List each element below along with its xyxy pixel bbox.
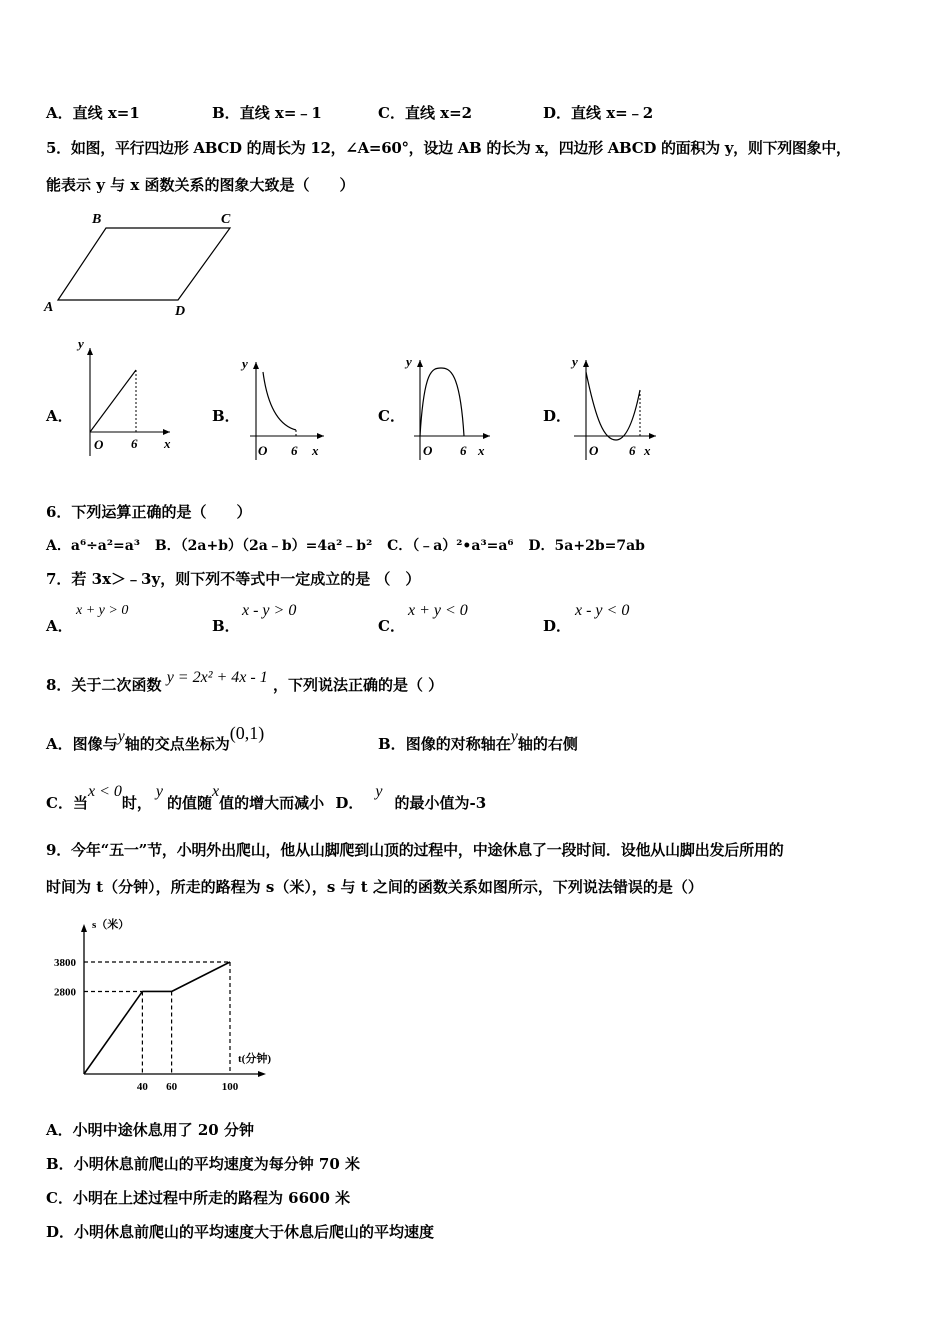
y-axis-label: s（米） xyxy=(92,919,130,931)
y-tick-2800: 2800 xyxy=(54,986,76,999)
q5-option-b-label: B． xyxy=(212,407,240,425)
y-axis-arrow xyxy=(81,924,87,932)
q7-option-c-label: C． xyxy=(378,617,405,635)
q9-option-a: A．小明中途休息用了 20 分钟 xyxy=(46,1121,254,1139)
graph-c-tick: 6 xyxy=(460,443,467,458)
q9-stem-line1: 9．今年“五一”节，小明外出爬山，他从山脚爬到山顶的过程中，中途休息了一段时间．设他从山脚出发后所用的 xyxy=(46,841,784,859)
graph-b-y-label: y xyxy=(242,356,248,371)
graph-a-x-label: x xyxy=(164,436,171,451)
q5-option-a-label: A． xyxy=(46,407,73,425)
q8-option-b: B．图像的对称轴在y轴的右侧 xyxy=(378,728,578,753)
q7-stem: 7．若 3x＞﹣3y，则下列不等式中一定成立的是 （ ） xyxy=(46,570,421,588)
q5-graph-d xyxy=(566,350,666,468)
q5-option-d-label: D． xyxy=(543,407,572,425)
q5-graph-c xyxy=(400,350,500,468)
graph-c-y-label: y xyxy=(406,354,412,369)
q7-option-b-label: B． xyxy=(212,617,240,635)
x-tick-60: 60 xyxy=(166,1081,178,1093)
q8-option-c: C．当x < 0时，y的值随x值的增大而减小 D．y的最小值为-3 xyxy=(46,783,487,812)
graph-a-tick: 6 xyxy=(131,436,138,451)
graph-d-origin: O xyxy=(589,443,599,458)
q9-option-d: D．小明休息前爬山的平均速度大于休息后爬山的平均速度 xyxy=(46,1223,435,1241)
q7-option-c-math: x + y < 0 xyxy=(408,602,468,619)
q4-option-a: A．直线 x=1 xyxy=(46,104,140,122)
q5-graph-a xyxy=(70,338,180,468)
graph-d-x-label: x xyxy=(644,443,651,458)
x-tick-40: 40 xyxy=(136,1081,148,1093)
x-axis-label: t(分钟) xyxy=(238,1053,271,1065)
q6-options: A．a⁶÷a²=a³ B．（2a+b）（2a﹣b）=4a²﹣b² C．（﹣a）²•a³=a⁶ D．5a+2b=7ab xyxy=(46,538,645,554)
graph-d-y-label: y xyxy=(572,354,578,369)
q9-option-b: B．小明休息前爬山的平均速度为每分钟 70 米 xyxy=(46,1155,361,1173)
q7-option-a-label: A． xyxy=(46,617,73,635)
graph-a-origin: O xyxy=(94,437,104,452)
vertex-a-label: A xyxy=(44,300,54,315)
q5-graph-b xyxy=(236,350,331,468)
vertex-b-label: B xyxy=(92,212,102,227)
x-axis-arrow xyxy=(258,1071,266,1077)
q5-stem-line1: 5．如图，平行四边形 ABCD 的周长为 12，∠A=60°，设边 AB 的长为 x，四边形 ABCD 的面积为 y，则下列图象中， xyxy=(46,139,851,157)
q4-option-c: C．直线 x=2 xyxy=(378,104,473,122)
q6-stem: 6．下列运算正确的是（ ） xyxy=(46,503,252,521)
q4-option-d: D．直线 x=﹣2 xyxy=(543,104,654,122)
q7-option-a-math: x + y > 0 xyxy=(76,603,129,618)
vertex-c-label: C xyxy=(221,212,231,227)
graph-c-origin: O xyxy=(423,443,433,458)
q7-option-b-math: x - y > 0 xyxy=(242,602,297,619)
q9-option-c: C．小明在上述过程中所走的路程为 6600 米 xyxy=(46,1189,351,1207)
vertex-d-label: D xyxy=(175,304,186,319)
q7-option-d-math: x - y < 0 xyxy=(575,602,630,619)
graph-a-y-label: y xyxy=(78,336,84,351)
graph-c-x-label: x xyxy=(478,443,485,458)
parallelogram-figure xyxy=(40,208,240,320)
q4-option-b: B．直线 x=﹣1 xyxy=(212,104,322,122)
q5-option-c-label: C． xyxy=(378,407,405,425)
graph-d-tick: 6 xyxy=(629,443,636,458)
q9-distance-time-chart xyxy=(40,912,290,1097)
graph-b-x-label: x xyxy=(312,443,319,458)
q8-option-a: A．图像与y轴的交点坐标为(0,1) xyxy=(46,723,265,753)
q9-stem-line2: 时间为 t（分钟），所走的路程为 s（米），s 与 t 之间的函数关系如图所示，下列说法错误的是（） xyxy=(46,878,703,896)
q7-option-d-label: D． xyxy=(543,617,572,635)
graph-b-origin: O xyxy=(258,443,268,458)
series-segment-1 xyxy=(84,991,142,1074)
graph-b-tick: 6 xyxy=(291,443,298,458)
q5-stem-line2: 能表示 y 与 x 函数关系的图象大致是（ ） xyxy=(46,176,355,194)
y-tick-3800: 3800 xyxy=(54,957,76,969)
q8-stem: 8．关于二次函数 y = 2x² + 4x - 1 ，下列说法正确的是（ ） xyxy=(46,669,444,694)
series-segment-3 xyxy=(172,962,230,991)
x-tick-100: 100 xyxy=(221,1081,239,1093)
